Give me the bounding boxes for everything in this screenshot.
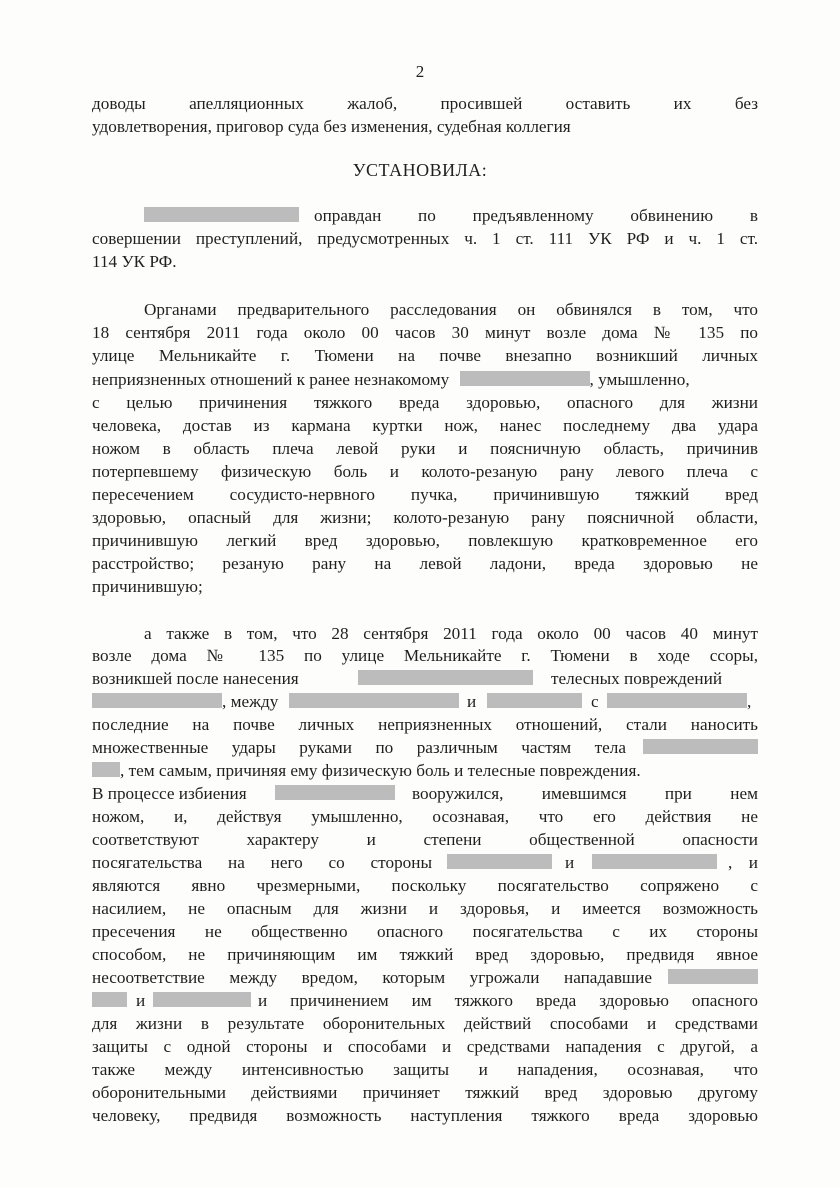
- page-number: 2: [415, 62, 425, 81]
- text-line: [92, 370, 690, 390]
- text-line: [92, 761, 641, 781]
- redacted-name: [92, 762, 120, 777]
- text-line: [643, 738, 758, 758]
- redacted-name: [358, 670, 533, 685]
- text-fragment: неприязненных отношений к ранее незнакомому: [92, 370, 450, 389]
- text-line: для жизни в результате оборонительных действий способами и средствами: [92, 1014, 758, 1033]
- redacted-name: [92, 693, 222, 708]
- redacted-name: [607, 693, 747, 708]
- text-line: защиты с одной стороны и способами и средствами нападения с другой, а: [92, 1037, 758, 1056]
- text-line: с: [591, 692, 599, 711]
- text-line: с целью причинения тяжкого вреда здоровью, опасного для жизни: [92, 393, 758, 412]
- text-fragment: ,: [747, 692, 752, 711]
- text-line: [92, 991, 127, 1011]
- text-line: соответствуют характеру и степени общественной опасности: [92, 830, 758, 849]
- text-line: [153, 991, 251, 1011]
- text-line: ножом в область плеча левой руки и поясничную область, причинив: [92, 439, 758, 458]
- text-line: [607, 692, 751, 712]
- redacted-name: [643, 739, 758, 754]
- text-line: В процессе избиения: [92, 784, 247, 803]
- text-fragment: , тем самым, причиняя ему физическую боль и телесные повреждения.: [120, 761, 641, 780]
- text-line: здоровью, опасный для жизни; колото-резаную рану поясничной области,: [92, 508, 758, 527]
- redacted-name: [153, 992, 251, 1007]
- text-line: Органами предварительного расследования он обвинялся в том, что: [144, 300, 758, 319]
- text-line: [358, 669, 533, 689]
- text-line: [144, 206, 299, 226]
- text-line: человеку, предвидя возможность наступления тяжкого вреда здоровью: [92, 1106, 758, 1125]
- text-line: пресечения не общественно опасного посягательства с их стороны: [92, 922, 758, 941]
- redacted-name: [289, 693, 459, 708]
- text-line: и: [565, 853, 575, 872]
- redacted-name: [592, 854, 717, 869]
- text-line: насилием, не опасным для жизни и здоровья, и имеется возможность: [92, 899, 758, 918]
- text-line: доводы апелляционных жалоб, просившей оставить их без: [92, 94, 758, 113]
- text-line: причинившую;: [92, 577, 203, 596]
- text-line: являются явно чрезмерными, поскольку посягательство сопряжено с: [92, 876, 758, 895]
- redacted-name: [92, 992, 127, 1007]
- redacted-name: [668, 969, 758, 984]
- redacted-name: [460, 371, 590, 386]
- redacted-name: [447, 854, 552, 869]
- text-line: возле дома № 135 по улице Мельникайте г. Тюмени в ходе ссоры,: [92, 646, 758, 665]
- text-line: и: [467, 692, 477, 711]
- text-line: [487, 692, 582, 712]
- text-line: и: [136, 991, 146, 1010]
- text-line: [668, 968, 758, 988]
- redacted-name: [144, 207, 299, 222]
- text-line: оправдан по предъявленному обвинению в: [314, 206, 758, 225]
- text-line: способом, не причиняющим им тяжкий вред здоровью, предвидя явное: [92, 945, 758, 964]
- text-line: [592, 853, 717, 873]
- text-line: посягательства на него со стороны: [92, 853, 432, 872]
- redacted-name: [275, 785, 395, 800]
- text-line: 114 УК РФ.: [92, 252, 177, 271]
- text-line: пересечением сосудисто-нервного пучка, причинившую тяжкий вред: [92, 485, 758, 504]
- section-heading: УСТАНОВИЛА:: [352, 160, 488, 180]
- text-line: ножом, и, действуя умышленно, осознавая, что его действия не: [92, 807, 758, 826]
- text-line: возникшей после нанесения: [92, 669, 299, 688]
- text-line: а также в том, что 28 сентября 2011 года около 00 часов 40 минут: [144, 624, 758, 643]
- text-fragment: , умышленно,: [589, 370, 690, 389]
- redacted-name: [487, 693, 582, 708]
- text-line: вооружился, имевшимся при нем: [412, 784, 758, 803]
- text-line: множественные удары руками по различным частям тела: [92, 738, 626, 757]
- text-line: несоответствие между вредом, которым угрожали нападавшие: [92, 968, 652, 987]
- text-line: расстройство; резаную рану на левой ладони, вреда здоровью не: [92, 554, 758, 573]
- text-line: [275, 784, 395, 804]
- text-line: улице Мельникайте г. Тюмени на почве внезапно возникший личных: [92, 346, 758, 365]
- text-line: удовлетворения, приговор суда без изменения, судебная коллегия: [92, 117, 571, 136]
- text-line: человека, достав из кармана куртки нож, нанес последнему два удара: [92, 416, 758, 435]
- text-line: последние на почве личных неприязненных отношений, стали наносить: [92, 715, 758, 734]
- text-line: [447, 853, 552, 873]
- text-line: оборонительными действиями причиняет тяжкий вред здоровью другому: [92, 1083, 758, 1102]
- text-line: причинившую легкий вред здоровью, повлекшую кратковременное его: [92, 531, 758, 550]
- text-line: потерпевшему физическую боль и колото-резаную рану левого плеча с: [92, 462, 758, 481]
- text-line: 18 сентября 2011 года около 00 часов 30 минут возле дома № 135 по: [92, 323, 758, 342]
- text-line: совершении преступлений, предусмотренных ч. 1 ст. 111 УК РФ и ч. 1 ст.: [92, 229, 758, 248]
- text-line: и причинением им тяжкого вреда здоровью опасного: [258, 991, 758, 1010]
- text-line: [289, 692, 459, 712]
- text-line: также между интенсивностью защиты и нападения, осознавая, что: [92, 1060, 758, 1079]
- text-line: телесных повреждений: [551, 669, 723, 688]
- text-line: , и: [728, 853, 758, 872]
- text-fragment: , между: [222, 692, 279, 711]
- text-line: [92, 692, 278, 712]
